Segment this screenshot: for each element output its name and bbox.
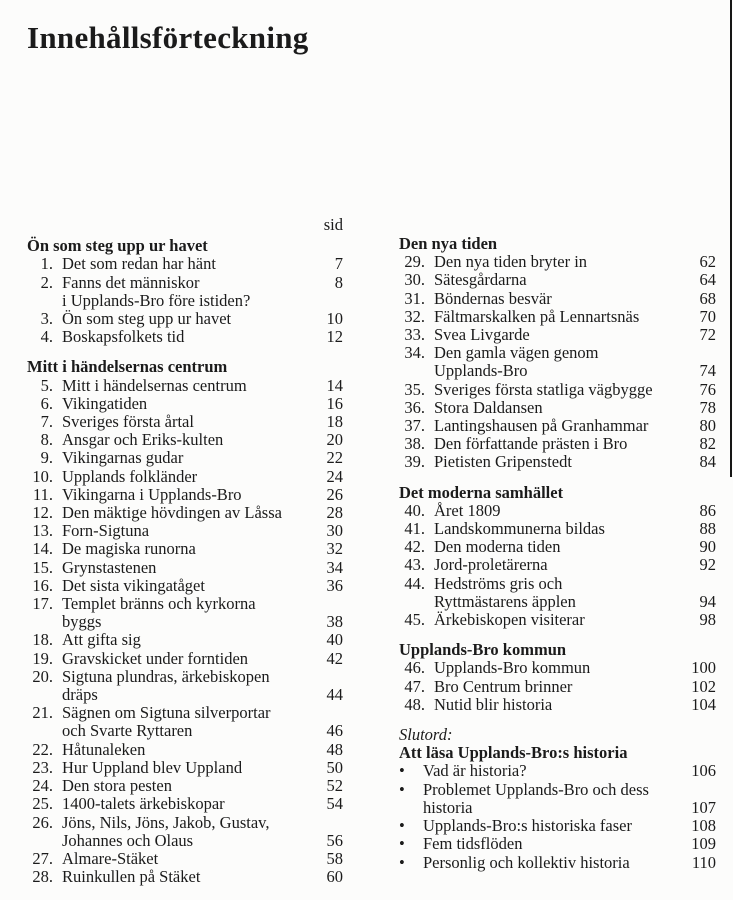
toc-item bbox=[27, 449, 343, 467]
toc-item bbox=[27, 704, 343, 722]
toc-item bbox=[399, 593, 716, 611]
section-heading: Mitt i händelsernas centrum bbox=[27, 357, 228, 377]
item-title: Den gamla vägen genom bbox=[434, 343, 599, 363]
item-title: Sveriges första statliga vägbygge bbox=[434, 379, 653, 399]
page-number: 38 bbox=[326, 612, 343, 632]
page-number bbox=[682, 344, 716, 362]
item-number: 23. bbox=[32, 757, 53, 777]
item-title: Forn-Sigtuna bbox=[62, 521, 150, 541]
item-title: Böndernas besvär bbox=[434, 288, 552, 308]
item-number: 29. bbox=[404, 252, 425, 272]
item-number: 18. bbox=[32, 630, 53, 650]
toc-item bbox=[27, 377, 343, 395]
item-title: Fem tidsflöden bbox=[423, 834, 523, 854]
toc-item bbox=[399, 417, 716, 435]
toc-item bbox=[399, 381, 716, 399]
toc-item bbox=[399, 520, 716, 538]
toc-item bbox=[27, 522, 343, 540]
item-title: Fältmarskalken på Lennartsnäs bbox=[434, 306, 640, 326]
page-number: 54 bbox=[326, 794, 343, 814]
page-number: 102 bbox=[691, 676, 716, 696]
page-number bbox=[309, 814, 343, 832]
page-number: 100 bbox=[691, 658, 716, 678]
page-number: 36 bbox=[326, 575, 343, 595]
toc-item bbox=[399, 453, 716, 471]
bullet-icon: • bbox=[399, 834, 405, 854]
page-number: 68 bbox=[699, 288, 716, 308]
item-title: Pietisten Gripenstedt bbox=[434, 452, 572, 472]
page-number: 110 bbox=[691, 852, 716, 872]
toc-item bbox=[27, 850, 343, 868]
page-number: 44 bbox=[326, 685, 343, 705]
item-number: 39. bbox=[404, 452, 425, 472]
item-title: Almare-Stäket bbox=[62, 848, 159, 868]
page-number bbox=[309, 595, 343, 613]
item-number: 10. bbox=[32, 466, 53, 486]
item-title: Ruinkullen på Stäket bbox=[62, 867, 201, 887]
page-number: 32 bbox=[326, 539, 343, 559]
toc-item bbox=[399, 854, 716, 872]
toc-item bbox=[399, 344, 716, 362]
item-title: Hur Uppland blev Uppland bbox=[62, 757, 243, 777]
item-number: 15. bbox=[32, 557, 53, 577]
page-number: 78 bbox=[699, 397, 716, 417]
toc-item bbox=[399, 538, 716, 556]
toc-item bbox=[399, 696, 716, 714]
toc-item bbox=[27, 413, 343, 431]
item-title-continuation: Johannes och Olaus bbox=[62, 830, 194, 850]
page-number bbox=[309, 292, 343, 310]
page-number: 12 bbox=[326, 327, 343, 347]
toc-item bbox=[27, 292, 343, 310]
page-number: 20 bbox=[326, 430, 343, 450]
item-title-continuation: historia bbox=[423, 797, 473, 817]
toc-item bbox=[27, 431, 343, 449]
item-title-continuation: och Svarte Ryttaren bbox=[62, 721, 193, 741]
toc-item bbox=[399, 399, 716, 417]
item-title: Den moderna tiden bbox=[434, 537, 561, 557]
item-title: Landskommunerna bildas bbox=[434, 519, 605, 539]
toc-item bbox=[27, 504, 343, 522]
toc-item bbox=[27, 577, 343, 595]
item-title: Vikingatiden bbox=[62, 393, 148, 413]
toc-item bbox=[27, 274, 343, 292]
item-number bbox=[399, 593, 425, 611]
item-number: 44. bbox=[404, 573, 425, 593]
item-number: 27. bbox=[32, 848, 53, 868]
page-number: 62 bbox=[699, 252, 716, 272]
toc-item bbox=[27, 540, 343, 558]
section-heading: Det moderna samhället bbox=[399, 482, 564, 502]
item-title: Den mäktige hövdingen av Låssa bbox=[62, 503, 282, 523]
item-title: Hedströms gris och bbox=[434, 573, 563, 593]
item-number: 31. bbox=[404, 288, 425, 308]
toc-item bbox=[27, 631, 343, 649]
toc-item bbox=[399, 326, 716, 344]
item-number: 47. bbox=[404, 676, 425, 696]
page-number: 22 bbox=[326, 448, 343, 468]
item-number: 25. bbox=[32, 794, 53, 814]
item-number: 36. bbox=[404, 397, 425, 417]
page-number: 94 bbox=[699, 591, 716, 611]
page-number: 58 bbox=[326, 848, 343, 868]
item-title: Året 1809 bbox=[434, 500, 501, 520]
item-title: Sätesgårdarna bbox=[434, 270, 527, 290]
bullet-icon: • bbox=[399, 852, 405, 872]
page-number: 106 bbox=[691, 761, 716, 781]
page-number: 52 bbox=[326, 776, 343, 796]
toc-section bbox=[399, 484, 716, 630]
toc-item bbox=[27, 310, 343, 328]
item-number: 17. bbox=[32, 594, 53, 614]
toc-item bbox=[399, 678, 716, 696]
page-number: 18 bbox=[326, 412, 343, 432]
item-number: 7. bbox=[40, 412, 53, 432]
item-number: 30. bbox=[404, 270, 425, 290]
page-number: 98 bbox=[699, 610, 716, 630]
item-title: Lantingshausen på Granhammar bbox=[434, 416, 649, 436]
item-title: 1400-talets ärkebiskopar bbox=[62, 794, 225, 814]
toc-item bbox=[27, 650, 343, 668]
item-title: Det som redan har hänt bbox=[62, 254, 216, 274]
page-number: 74 bbox=[699, 361, 716, 381]
page-number: 24 bbox=[326, 466, 343, 486]
item-title: Templet bränns och kyrkorna bbox=[62, 594, 256, 614]
toc-item bbox=[27, 595, 343, 613]
item-title: Den nya tiden bryter in bbox=[434, 252, 588, 272]
toc-item bbox=[27, 741, 343, 759]
slutord-label: Slutord: bbox=[399, 725, 453, 745]
item-title: Grynstastenen bbox=[62, 557, 157, 577]
item-title: Det sista vikingatåget bbox=[62, 575, 205, 595]
item-title: Ön som steg upp ur havet bbox=[62, 309, 232, 329]
bullet-icon: • bbox=[399, 761, 405, 781]
toc-item bbox=[27, 668, 343, 686]
item-number: 45. bbox=[404, 610, 425, 630]
toc-section bbox=[399, 641, 716, 714]
page-number: 8 bbox=[334, 272, 343, 292]
page-number: 26 bbox=[326, 484, 343, 504]
toc-item bbox=[399, 575, 716, 593]
bullet-icon bbox=[399, 799, 414, 817]
toc-item bbox=[27, 328, 343, 346]
page-number: 84 bbox=[699, 452, 716, 472]
item-number: 28. bbox=[32, 867, 53, 887]
page-number: 56 bbox=[326, 830, 343, 850]
item-title: Sveriges första årtal bbox=[62, 412, 194, 432]
toc-item bbox=[27, 486, 343, 504]
item-title: Den författande prästen i Bro bbox=[434, 434, 628, 454]
page-number: 48 bbox=[326, 739, 343, 759]
item-number: 48. bbox=[404, 694, 425, 714]
item-title-continuation: byggs bbox=[62, 612, 102, 632]
page-number: 109 bbox=[691, 834, 716, 854]
page-number: 86 bbox=[699, 500, 716, 520]
toc-section bbox=[399, 235, 716, 472]
item-number: 12. bbox=[32, 503, 53, 523]
toc-item bbox=[27, 686, 343, 704]
item-title: Personlig och kollektiv historia bbox=[423, 852, 630, 872]
toc-item bbox=[399, 611, 716, 629]
toc-column-right bbox=[399, 235, 716, 872]
item-number bbox=[27, 722, 53, 740]
item-number: 22. bbox=[32, 739, 53, 759]
page-edge-line bbox=[730, 0, 732, 477]
item-number: 8. bbox=[40, 430, 53, 450]
page-number: 14 bbox=[326, 375, 343, 395]
page-number: 40 bbox=[326, 630, 343, 650]
toc-section bbox=[27, 358, 343, 886]
toc-item bbox=[27, 559, 343, 577]
item-number: 11. bbox=[32, 484, 53, 504]
item-title-continuation: i Upplands-Bro före istiden? bbox=[62, 290, 251, 310]
page-number: 92 bbox=[699, 555, 716, 575]
item-title: Mitt i händelsernas centrum bbox=[62, 375, 247, 395]
toc-item bbox=[399, 799, 716, 817]
page-number: 42 bbox=[326, 648, 343, 668]
item-number: 24. bbox=[32, 776, 53, 796]
toc-item bbox=[27, 395, 343, 413]
item-number: 2. bbox=[40, 272, 53, 292]
item-number: 9. bbox=[40, 448, 53, 468]
item-title-continuation: Ryttmästarens äpplen bbox=[434, 591, 576, 611]
item-number: 38. bbox=[404, 434, 425, 454]
item-title: Vad är historia? bbox=[423, 761, 527, 781]
page-number bbox=[682, 575, 716, 593]
toc-section bbox=[399, 726, 716, 872]
toc-item bbox=[399, 762, 716, 780]
page-number: 7 bbox=[334, 254, 343, 274]
item-number: 46. bbox=[404, 658, 425, 678]
page-number: 76 bbox=[699, 379, 716, 399]
item-title: Sigtuna plundras, ärkebiskopen bbox=[62, 666, 270, 686]
item-title: Upplands-Bro kommun bbox=[434, 658, 591, 678]
item-title: Upplands folkländer bbox=[62, 466, 198, 486]
toc-section bbox=[27, 237, 343, 346]
toc-item bbox=[27, 255, 343, 273]
item-title: Jöns, Nils, Jöns, Jakob, Gustav, bbox=[62, 812, 270, 832]
toc-item bbox=[399, 659, 716, 677]
page-number: 88 bbox=[699, 519, 716, 539]
item-number: 35. bbox=[404, 379, 425, 399]
item-number: 13. bbox=[32, 521, 53, 541]
item-number: 4. bbox=[40, 327, 53, 347]
page-number: 46 bbox=[326, 721, 343, 741]
item-title: Boskapsfolkets tid bbox=[62, 327, 185, 347]
item-title: Upplands-Bro:s historiska faser bbox=[423, 816, 632, 836]
bullet-icon: • bbox=[399, 816, 405, 836]
item-number: 41. bbox=[404, 519, 425, 539]
toc-item bbox=[399, 556, 716, 574]
page-number: 82 bbox=[699, 434, 716, 454]
item-number: 32. bbox=[404, 306, 425, 326]
item-number: 1. bbox=[40, 254, 53, 274]
page-number: 10 bbox=[326, 309, 343, 329]
item-number bbox=[399, 362, 425, 380]
item-title: Vikingarnas gudar bbox=[62, 448, 184, 468]
item-title: Fanns det människor bbox=[62, 272, 200, 292]
item-number: 34. bbox=[404, 343, 425, 363]
item-number: 19. bbox=[32, 648, 53, 668]
page-number: 16 bbox=[326, 393, 343, 413]
item-title-continuation: Upplands-Bro bbox=[434, 361, 528, 381]
page-number bbox=[309, 704, 343, 722]
section-heading: Att läsa Upplands-Bro:s historia bbox=[399, 743, 628, 763]
page-number: 104 bbox=[691, 694, 716, 714]
item-number: 43. bbox=[404, 555, 425, 575]
toc-item bbox=[399, 502, 716, 520]
item-number: 26. bbox=[32, 812, 53, 832]
page-number: 80 bbox=[699, 416, 716, 436]
item-title: Bro Centrum brinner bbox=[434, 676, 573, 696]
item-title: Gravskicket under forntiden bbox=[62, 648, 249, 668]
toc-item bbox=[27, 759, 343, 777]
page-title: Innehållsförteckning bbox=[27, 20, 309, 55]
item-number bbox=[27, 686, 53, 704]
item-number: 3. bbox=[40, 309, 53, 329]
toc-item bbox=[27, 613, 343, 631]
toc-item bbox=[27, 814, 343, 832]
page-number: 70 bbox=[699, 306, 716, 326]
item-title: Ansgar och Eriks-kulten bbox=[62, 430, 224, 450]
item-number: 14. bbox=[32, 539, 53, 559]
page-column-header: sid bbox=[323, 215, 343, 234]
toc-item bbox=[27, 722, 343, 740]
page-number bbox=[682, 781, 716, 799]
item-title: Ärkebiskopen visiterar bbox=[434, 610, 585, 630]
item-title: Sägnen om Sigtuna silverportar bbox=[62, 703, 271, 723]
bullet-icon: • bbox=[399, 779, 405, 799]
item-title: De magiska runorna bbox=[62, 539, 196, 559]
item-number bbox=[27, 832, 53, 850]
toc-item bbox=[399, 835, 716, 853]
item-number bbox=[27, 613, 53, 631]
item-title: Svea Livgarde bbox=[434, 325, 530, 345]
page-number: 107 bbox=[691, 797, 716, 817]
toc-item bbox=[399, 817, 716, 835]
item-number: 5. bbox=[40, 375, 53, 395]
item-number: 6. bbox=[40, 393, 53, 413]
item-number: 21. bbox=[32, 703, 53, 723]
item-number bbox=[27, 292, 53, 310]
toc-item bbox=[399, 308, 716, 326]
item-title: Stora Daldansen bbox=[434, 397, 543, 417]
toc-item bbox=[27, 868, 343, 886]
item-title: Vikingarna i Upplands-Bro bbox=[62, 484, 242, 504]
item-number: 20. bbox=[32, 666, 53, 686]
page-number: 50 bbox=[326, 757, 343, 777]
page-number: 108 bbox=[691, 816, 716, 836]
section-heading: Ön som steg upp ur havet bbox=[27, 236, 208, 256]
item-title-continuation: dräps bbox=[62, 685, 98, 705]
item-title: Att gifta sig bbox=[62, 630, 141, 650]
item-title: Jord-proletärerna bbox=[434, 555, 548, 575]
section-heading: Upplands-Bro kommun bbox=[399, 640, 567, 660]
page-number: 28 bbox=[326, 503, 343, 523]
page-number: 90 bbox=[699, 537, 716, 557]
toc-item bbox=[27, 777, 343, 795]
page-number: 64 bbox=[699, 270, 716, 290]
toc-item bbox=[399, 781, 716, 799]
toc-item bbox=[399, 271, 716, 289]
item-title: Problemet Upplands-Bro och dess bbox=[423, 779, 649, 799]
item-number: 33. bbox=[404, 325, 425, 345]
item-title: Håtunaleken bbox=[62, 739, 146, 759]
item-title: Nutid blir historia bbox=[434, 694, 553, 714]
toc-item bbox=[27, 795, 343, 813]
page-number: 34 bbox=[326, 557, 343, 577]
page-number: 72 bbox=[699, 325, 716, 345]
page-number: 30 bbox=[326, 521, 343, 541]
toc-column-left bbox=[27, 216, 343, 886]
toc-item bbox=[399, 435, 716, 453]
section-heading: Den nya tiden bbox=[399, 234, 498, 253]
toc-item bbox=[27, 468, 343, 486]
item-number: 42. bbox=[404, 537, 425, 557]
toc-item bbox=[399, 253, 716, 271]
page-number: 60 bbox=[326, 867, 343, 887]
toc-item bbox=[399, 362, 716, 380]
item-number: 16. bbox=[32, 575, 53, 595]
toc-item bbox=[399, 290, 716, 308]
item-number: 40. bbox=[404, 500, 425, 520]
page-number bbox=[309, 668, 343, 686]
item-title: Den stora pesten bbox=[62, 776, 172, 796]
item-number: 37. bbox=[404, 416, 425, 436]
toc-item bbox=[27, 832, 343, 850]
